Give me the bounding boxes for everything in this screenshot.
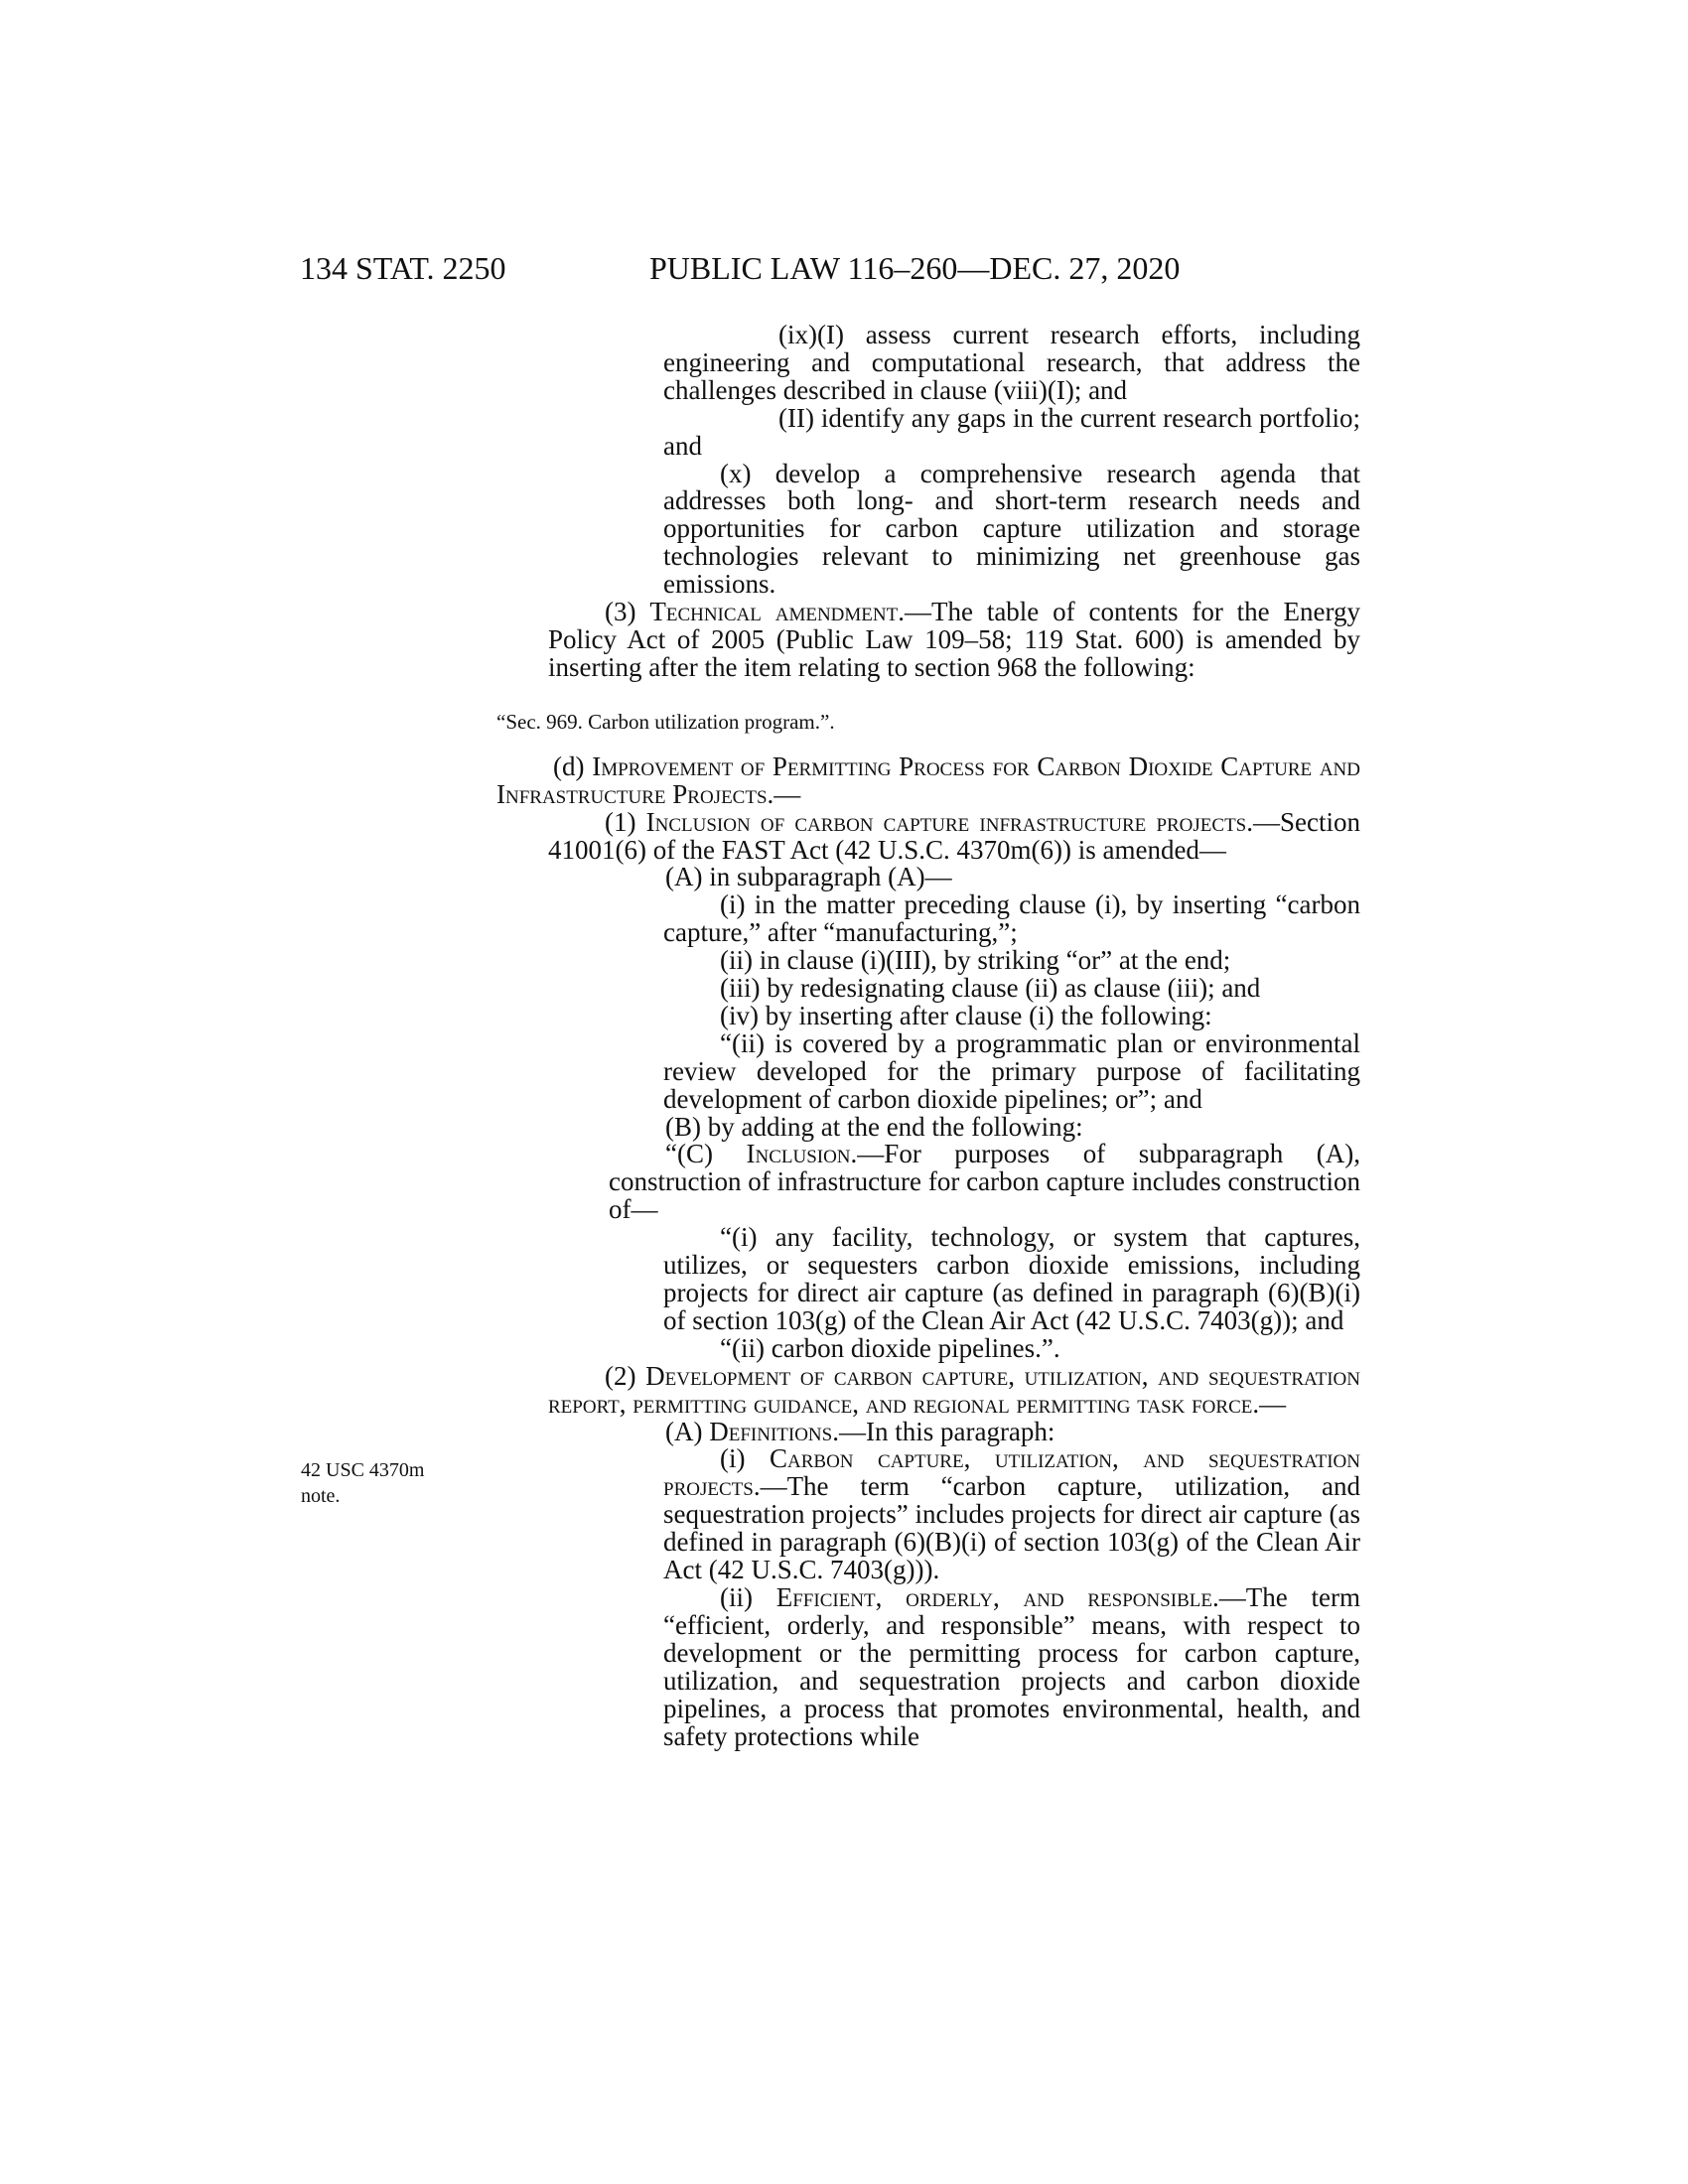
paragraph-3-text: .—The table of contents for the Energy Policy Act of 2005 (Public Law 109–58; 119 Stat. 600) is amended by inserting after the item relating to section 968 the following: bbox=[548, 597, 1360, 682]
definition-ii bbox=[548, 1581, 1360, 1751]
inserted-clause-i: “(i) any facility, technology, or system that captures, utilizes, or sequesters carbon dioxide emissions, including projects for direct air capture (as defined in paragraph (6)(B)(i) of section 103(g) of the Clean Air Act (42 U.S.C. 7403(g)); and bbox=[663, 1222, 1360, 1335]
definition-i-number: (i) bbox=[720, 1443, 770, 1474]
clause-x: (x) develop a comprehensive research agenda that addresses both long- and short-term research needs and opportunities for carbon capture utilization and storage technologies relevant to minimizing net greenhouse gas emissions. bbox=[663, 458, 1360, 600]
inserted-clause-ii-pipelines: “(ii) carbon dioxide pipelines.”. bbox=[720, 1332, 1060, 1363]
paragraph-2 bbox=[548, 1360, 1360, 1419]
page-header bbox=[0, 246, 1688, 290]
subparagraph-C-text: .—For purposes of subparagraph (A), construction of infrastructure for carbon capture includes construction of— bbox=[609, 1139, 1360, 1225]
subsection-d-dash: .— bbox=[767, 778, 801, 809]
definitions-heading: Definitions bbox=[709, 1416, 833, 1446]
subclause-II: (II) identify any gaps in the current research portfolio; and bbox=[663, 402, 1360, 461]
inserted-clause-ii: “(ii) is covered by a programmatic plan or environmental review developed for the primary purpose of facilitating development of carbon dioxide pipelines; or”; and bbox=[663, 1027, 1360, 1114]
subparagraph-B: (B) by adding at the end the following: bbox=[665, 1111, 1083, 1142]
definition-i bbox=[548, 1445, 1360, 1584]
running-head-title: PUBLIC LAW 116–260—DEC. 27, 2020 bbox=[649, 250, 1181, 286]
paragraph-2-heading: Development of carbon capture, utilization, and sequestration report, permitting guidance, and regional permitting task force bbox=[548, 1360, 1360, 1419]
paragraph-1-heading: Inclusion of carbon capture infrastructure projects bbox=[645, 806, 1247, 837]
subparagraph-C-heading: Inclusion bbox=[746, 1139, 851, 1169]
subparagraph-A: (A) in subparagraph (A)— bbox=[665, 862, 952, 892]
inserted-subparagraph-C bbox=[548, 1141, 1360, 1224]
clause-ix: (ix)(I) assess current research efforts, including engineering and computational research, that address the challenges described in clause (viii)(I); and bbox=[663, 320, 1360, 405]
paragraph-1-number: (1) bbox=[605, 806, 646, 837]
subparagraph-A-definitions bbox=[548, 1416, 1360, 1446]
paragraph-1 bbox=[548, 806, 1361, 865]
toc-item-inserted: “Sec. 969. Carbon utilization program.”. bbox=[496, 709, 835, 734]
margin-note bbox=[301, 1457, 460, 1509]
paragraph-2-dash: .— bbox=[1252, 1388, 1287, 1419]
paragraph-2-number: (2) bbox=[605, 1360, 646, 1391]
clause-i: (i) in the matter preceding clause (i), by inserting “carbon capture,” after “manufacturing,”; bbox=[663, 889, 1360, 948]
definition-i-text: .—The term “carbon capture, utilization, and sequestration projects” includes projects for direct air capture (as defined in paragraph (6)(B)(i) of section 103(g) of the Clean Air Act (42 U.S.C. 7403(g))). bbox=[663, 1471, 1360, 1585]
clause-ii: (ii) in clause (i)(III), by striking “or” at the end; bbox=[720, 945, 1231, 976]
definition-ii-text: .—The term “efficient, orderly, and responsible” means, with respect to development or the permitting process for carbon capture, utilization, and sequestration projects and carbon dioxide pipelines, a process that promotes environmental, health, and safety protections while bbox=[663, 1581, 1360, 1751]
clause-iv: (iv) by inserting after clause (i) the following: bbox=[720, 1000, 1212, 1030]
margin-note-citation: 42 USC 4370m bbox=[301, 1459, 425, 1481]
subsection-d bbox=[496, 753, 1360, 809]
paragraph-3-heading: Technical amendment bbox=[649, 597, 899, 627]
subparagraph-C-letter: “(C) bbox=[665, 1139, 747, 1169]
document-body bbox=[496, 320, 1361, 1751]
clause-iii: (iii) by redesignating clause (ii) as clause (iii); and bbox=[720, 973, 1261, 1004]
paragraph-3 bbox=[548, 599, 1360, 682]
definition-i-heading: Carbon capture, utilization, and sequestration projects bbox=[663, 1443, 1361, 1502]
paragraph-1-text: .—Section 41001(6) of the FAST Act (42 U.S.C. 4370m(6)) is amended— bbox=[548, 806, 1361, 865]
definitions-text: .—In this paragraph: bbox=[832, 1416, 1055, 1446]
definitions-letter: (A) bbox=[665, 1416, 710, 1446]
subsection-d-heading: Improvement of Permitting Process for Carbon Dioxide Capture and Infrastructure Projects bbox=[496, 751, 1361, 809]
margin-note-suffix: note. bbox=[301, 1485, 341, 1507]
definition-ii-heading: Efficient, orderly, and responsible bbox=[775, 1581, 1213, 1612]
statute-page-number: 134 STAT. 2250 bbox=[300, 250, 506, 286]
paragraph-3-number: (3) bbox=[605, 597, 650, 627]
subsection-d-letter: (d) bbox=[553, 751, 593, 781]
definition-ii-number: (ii) bbox=[720, 1581, 776, 1612]
